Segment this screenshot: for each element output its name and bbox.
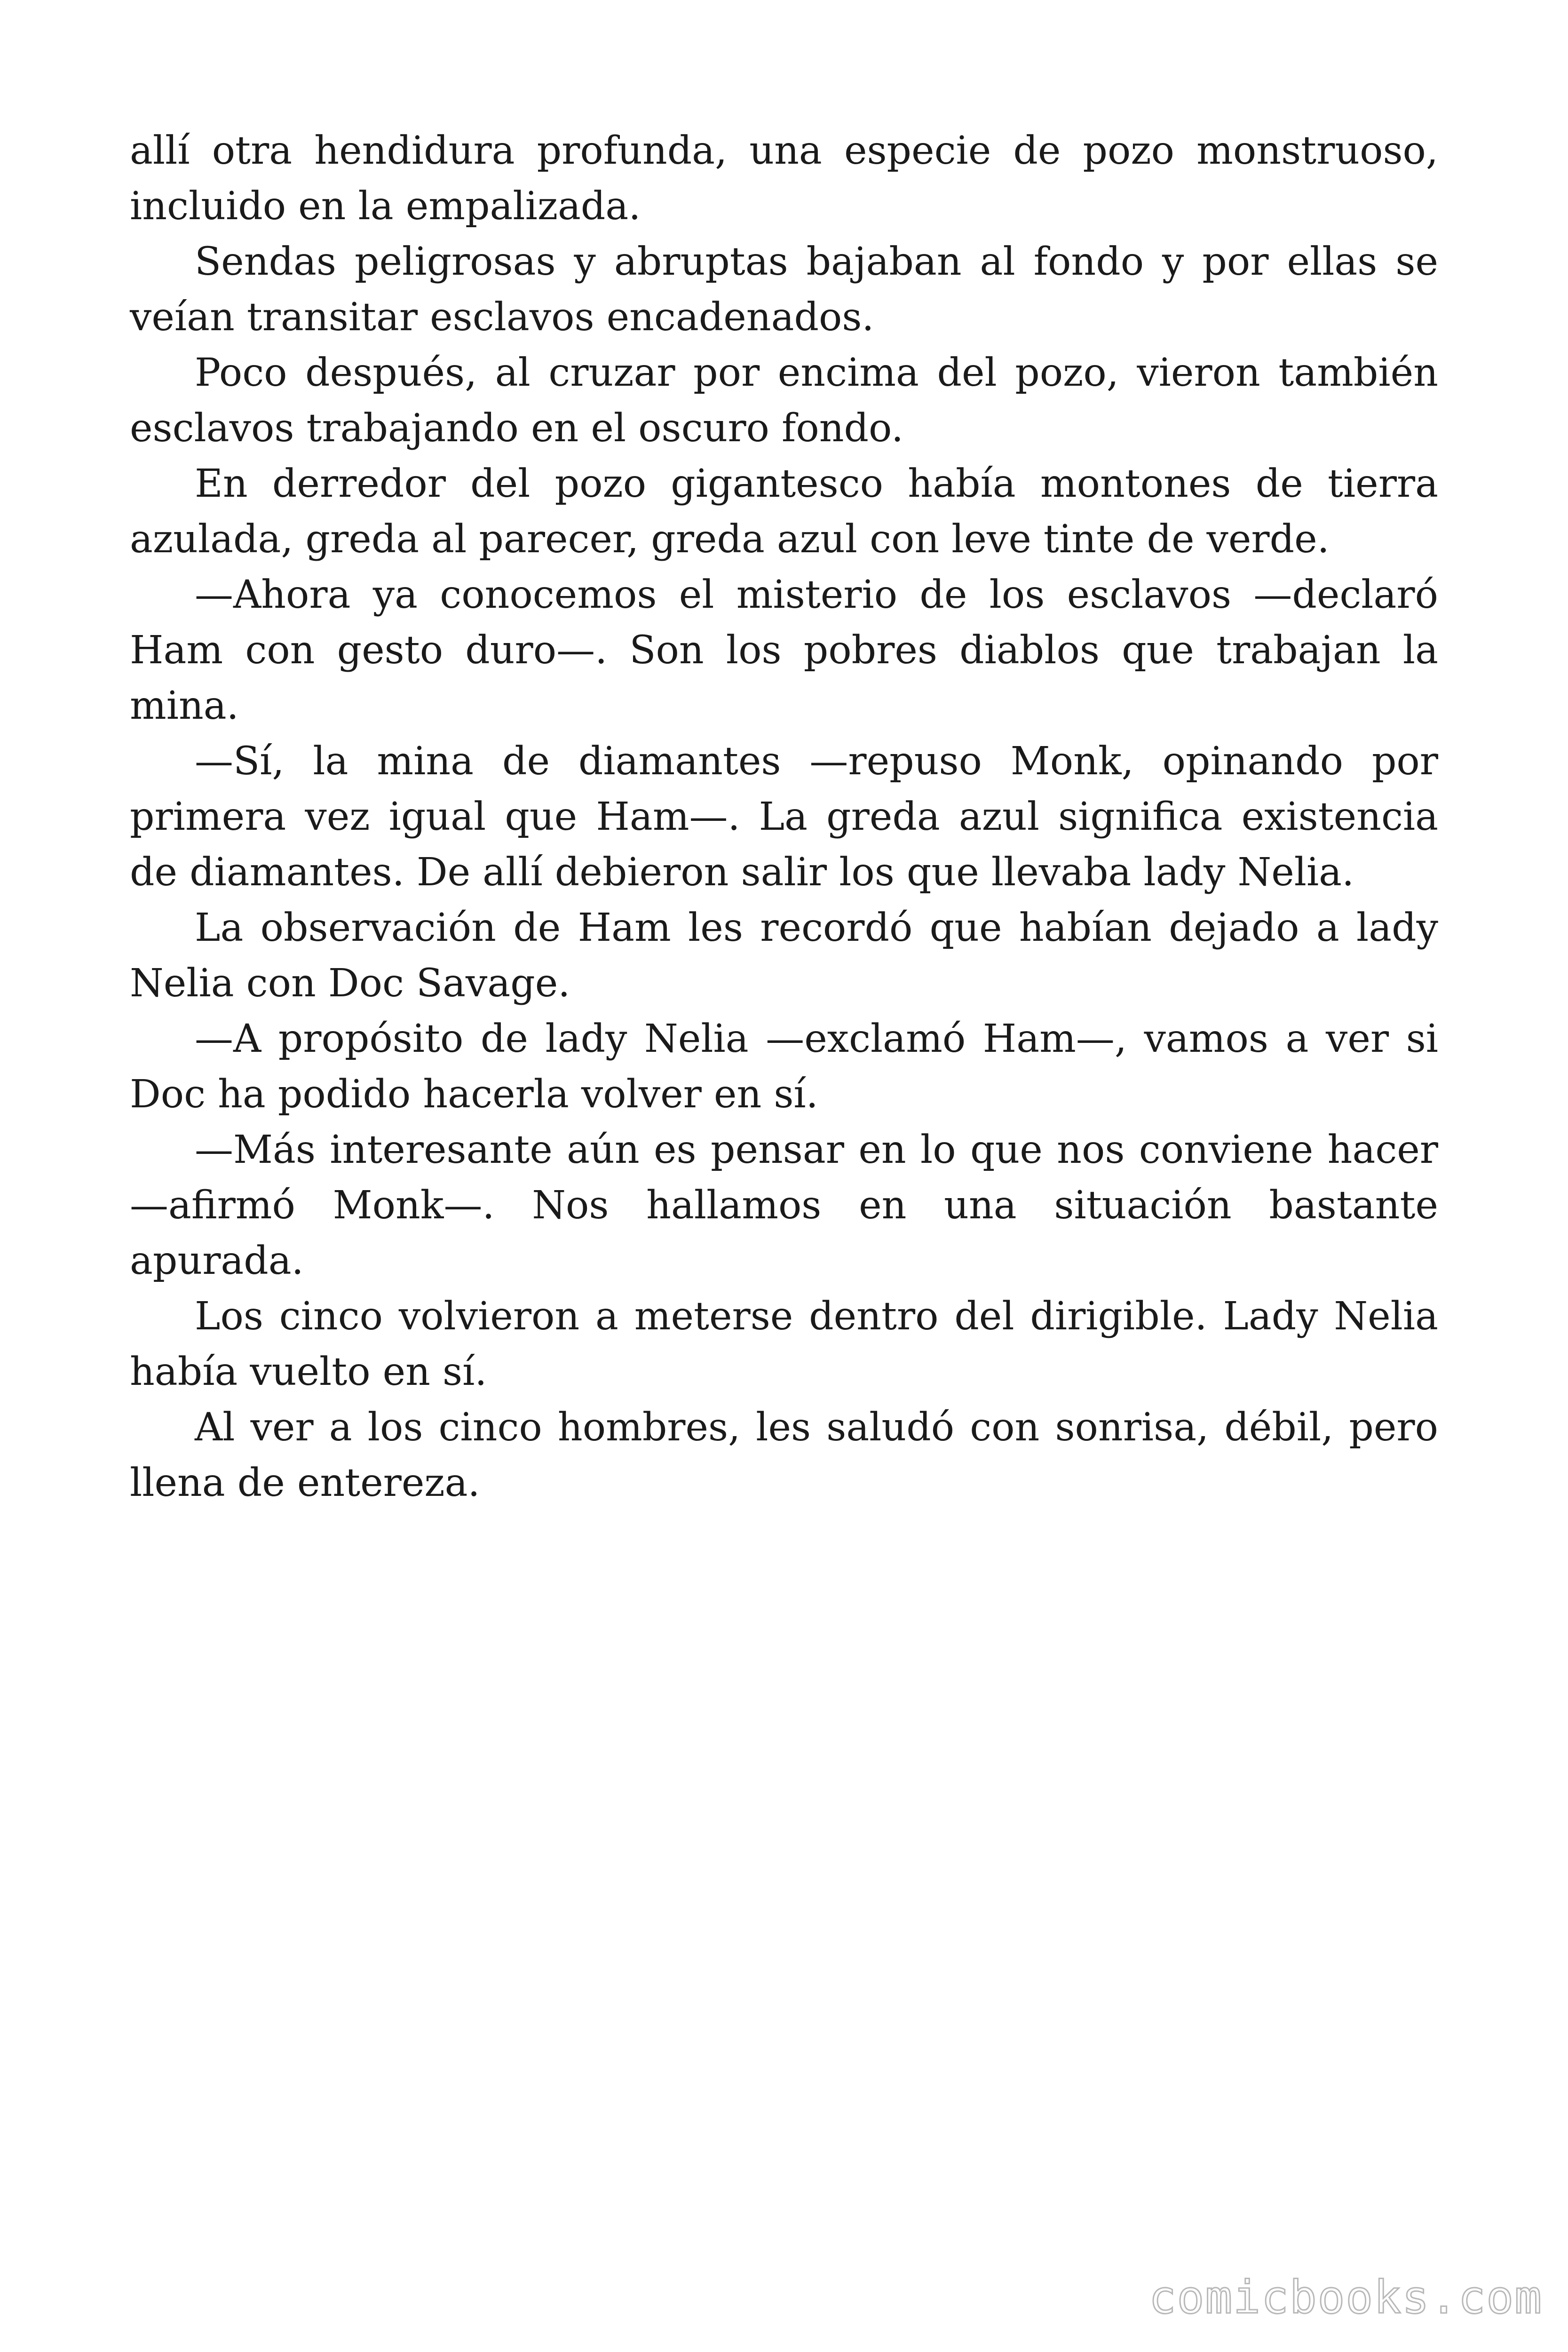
paragraph: —Más interesante aún es pensar en lo que nos conviene hacer —afirmó Monk—. Nos hallamos en una situación bastante apurada. — [130, 1128, 1438, 1283]
paragraph: —Sí, la mina de diamantes —repuso Monk, opinando por primera vez igual que Ham—. La greda azul significa existencia de diamantes. De allí debieron salir los que llevaba lady Nelia. — [130, 739, 1438, 895]
site-watermark: comicbooks.com — [1148, 2271, 1543, 2324]
paragraph: Al ver a los cinco hombres, les saludó con sonrisa, débil, pero llena de entereza. — [130, 1405, 1438, 1505]
paragraph: —Ahora ya conocemos el misterio de los esclavos —declaró Ham con gesto duro—. Son los pobres diablos que trabajan la mina. — [130, 572, 1438, 728]
paragraph: Los cinco volvieron a meterse dentro del dirigible. Lady Nelia había vuelto en sí. — [130, 1294, 1438, 1394]
paragraph-continuation: allí otra hendidura profunda, una especie de pozo monstruoso, incluido en la empalizada. — [130, 128, 1438, 229]
paragraph: Poco después, al cruzar por encima del pozo, vieron también esclavos trabajando en el oscuro fondo. — [130, 350, 1438, 451]
body-text — [130, 123, 1438, 1511]
paragraph: Sendas peligrosas y abruptas bajaban al fondo y por ellas se veían transitar esclavos encadenados. — [130, 239, 1438, 340]
paragraph: La observación de Ham les recordó que habían dejado a lady Nelia con Doc Savage. — [130, 906, 1438, 1006]
paragraph: En derredor del pozo gigantesco había montones de tierra azulada, greda al parecer, greda azul con leve tinte de verde. — [130, 461, 1438, 562]
paragraph: —A propósito de lady Nelia —exclamó Ham—, vamos a ver si Doc ha podido hacerla volver en sí. — [130, 1017, 1438, 1117]
